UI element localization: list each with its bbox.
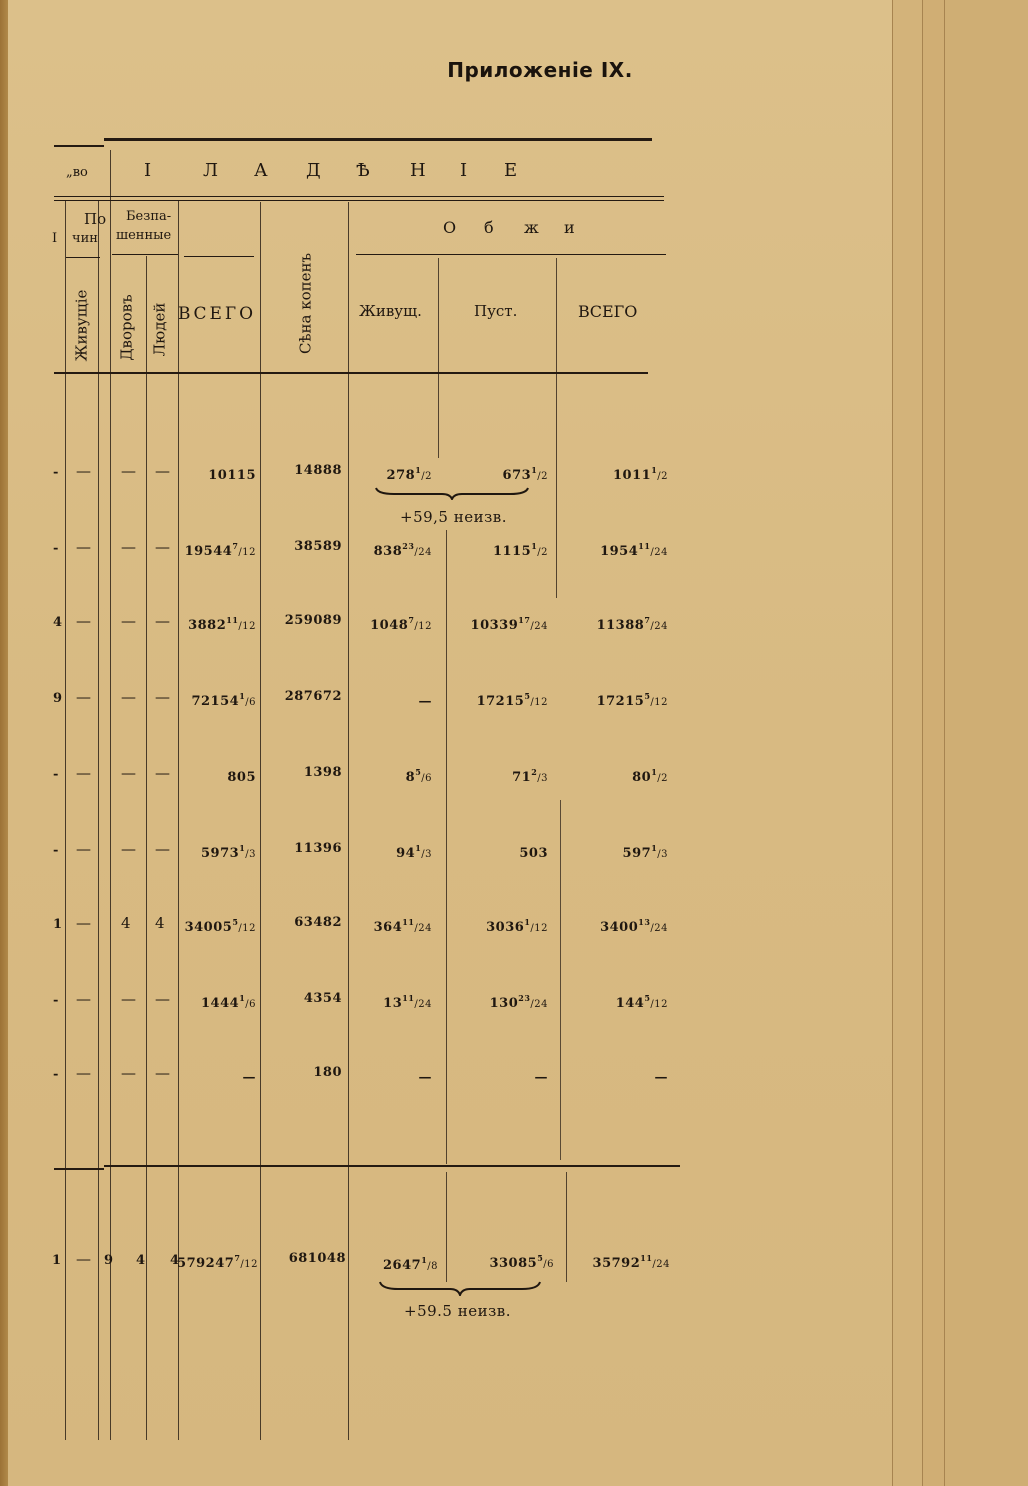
row-zhivushchie-cell: —: [76, 764, 91, 782]
row-total-cell-denominator: /3: [657, 849, 668, 860]
column-rule: [110, 150, 111, 1440]
row-pust-cell-whole: 17215: [476, 694, 525, 709]
row-vsego-cell-numerator: 5: [232, 917, 239, 927]
row-zhivushchie-cell: —: [76, 1064, 91, 1082]
header-fragment-vo: „во: [66, 165, 88, 180]
header-obzhi-letter: б: [484, 218, 494, 237]
header-obzhi-letter: О: [443, 218, 457, 237]
row-zhivushch-cell-denominator: /24: [414, 547, 432, 558]
row-lyudey-cell: 4: [155, 914, 165, 932]
row-edge-mark: 4: [53, 615, 63, 630]
column-rule: [146, 256, 147, 1440]
totals-pust-cell: [489, 1254, 554, 1270]
row-vsego-cell-whole: 1444: [201, 996, 240, 1011]
row-vsego-cell-whole: 805: [227, 770, 256, 785]
vsego-subrule: [184, 256, 254, 257]
row-pust-cell-numerator: 17: [518, 615, 531, 625]
totals-zhivushch-cell-numerator: 1: [421, 1255, 428, 1265]
header-vsego-left: ВСЕГО: [178, 304, 257, 324]
row-seno-cell: 4354: [303, 991, 342, 1006]
row-total-cell-denominator: /2: [657, 471, 668, 482]
row-lyudey-cell: —: [155, 990, 170, 1008]
row-edge-mark: -: [53, 993, 59, 1008]
row-vsego-cell: [185, 542, 256, 558]
row-seno-cell: 63482: [294, 915, 342, 930]
row-total-cell: [597, 616, 668, 632]
header-dvorov: Дворовъ: [117, 294, 136, 361]
row-pust-cell: [503, 466, 548, 482]
totals-vsego-cell-whole: 579247: [177, 1256, 235, 1271]
row-zhivushchie-cell: —: [76, 688, 91, 706]
row-zhivushch-cell-denominator: /2: [421, 471, 432, 482]
row-edge-mark: -: [53, 465, 59, 480]
row-pust-cell-denominator: /24: [530, 621, 548, 632]
row-zhivushch-cell-denominator: /3: [421, 849, 432, 860]
row-pust-cell-whole: 1115: [493, 544, 532, 559]
header-zhivushch: Живущ.: [359, 302, 422, 320]
row-pust-cell: [512, 768, 548, 784]
totals-rule: [104, 1165, 680, 1167]
totals-total-cell-whole: 35792: [592, 1256, 641, 1271]
row-pust-cell-whole: 673: [502, 468, 532, 483]
row-vsego-cell-numerator: 7: [232, 541, 239, 551]
row-dvorov-cell: 4: [121, 914, 131, 932]
column-rule: [260, 202, 261, 1440]
row-vsego-cell-numerator: 1: [239, 843, 246, 853]
row-dvorov-cell: —: [121, 612, 136, 630]
column-rule: [438, 258, 439, 458]
row-edge-mark: 9: [53, 691, 63, 706]
row-vsego-cell-numerator: 11: [226, 615, 239, 625]
row-vsego-cell-denominator: /12: [238, 621, 256, 632]
row-pust-cell: [519, 844, 548, 860]
row-pust-cell-denominator: /12: [530, 697, 548, 708]
column-rule: [348, 202, 349, 1440]
row-seno-cell: 38589: [294, 539, 342, 554]
row-total-cell-denominator: /12: [650, 697, 668, 708]
row-total-cell-whole: 1011: [613, 468, 652, 483]
row-vsego-cell: [201, 844, 256, 860]
row-total-cell-whole: 3400: [600, 920, 639, 935]
header-title-letter: Д: [306, 160, 321, 181]
row-seno-cell: 14888: [294, 463, 342, 478]
row-zhivushch-cell-whole: 94: [396, 846, 416, 861]
row-dvorov-cell: —: [121, 764, 136, 782]
row-vsego-cell-numerator: 1: [239, 691, 246, 701]
row-zhivushch-cell-numerator: 1: [415, 843, 422, 853]
header-edge-letter: I: [52, 231, 58, 246]
underlying-sheet-edge: [892, 0, 923, 1486]
totals-pust-cell-denominator: /6: [543, 1259, 554, 1270]
column-rule: [560, 800, 561, 1160]
row-dvorov-cell: —: [121, 990, 136, 1008]
row-vsego-cell: [185, 918, 256, 934]
row-pust-cell-whole: 3036: [486, 920, 525, 935]
row-total-cell-numerator: 1: [651, 767, 658, 777]
row-zhivushch-cell-denominator: /6: [421, 773, 432, 784]
row-edge-mark: 1: [53, 917, 63, 932]
totals-total-cell-numerator: 11: [640, 1253, 653, 1263]
row-total-cell-numerator: 1: [651, 465, 658, 475]
row-pust-cell: [486, 918, 548, 934]
row-vsego-cell: [227, 768, 256, 784]
row-pust-cell-whole: 10339: [470, 618, 519, 633]
row-dvorov-cell: —: [121, 840, 136, 858]
header-vsego-right: ВСЕГО: [578, 302, 638, 321]
row-vsego-cell-numerator: 1: [239, 993, 246, 1003]
row-zhivushch-cell-whole: 278: [386, 468, 416, 483]
brace-totals: [378, 1280, 542, 1296]
pochin-subrule: [66, 257, 100, 258]
row-edge-mark: -: [53, 767, 59, 782]
row-lyudey-cell: —: [155, 462, 170, 480]
row-dvorov-cell: —: [121, 538, 136, 556]
totals-vsego-cell: [177, 1254, 258, 1270]
row-pust-cell-whole: —: [534, 1070, 548, 1085]
header-title-letter: А: [254, 160, 268, 181]
row-vsego-cell-whole: 72154: [191, 694, 240, 709]
row-zhivushch-cell-numerator: 11: [402, 993, 415, 1003]
header-title-letter: Е: [504, 160, 518, 181]
row-zhivushch-cell-numerator: 5: [415, 767, 422, 777]
row-zhivushch-cell-denominator: /24: [414, 999, 432, 1010]
row-vsego-cell-whole: 19544: [184, 544, 233, 559]
row-zhivushch-cell: [387, 466, 432, 482]
row-pust-cell-numerator: 1: [531, 541, 538, 551]
totals-edge-mark: 1: [52, 1253, 62, 1268]
row-pust-cell-whole: 130: [489, 996, 519, 1011]
totals-vsego-cell-numerator: 7: [234, 1253, 241, 1263]
row-zhivushch-cell: [406, 768, 432, 784]
totals-zhivushch-cell-denominator: /8: [427, 1261, 438, 1272]
row-pust-cell-numerator: 23: [518, 993, 531, 1003]
totals-dvorov-cell: 4: [136, 1253, 146, 1268]
row-lyudey-cell: —: [155, 1064, 170, 1082]
column-rule: [98, 200, 99, 1440]
row-edge-mark: -: [53, 843, 59, 858]
header-sena-kopen: Сѣна копенъ: [296, 252, 315, 355]
row-zhivushch-cell-whole: 1048: [370, 618, 409, 633]
row-vsego-cell: [191, 692, 256, 708]
row-pust-cell-numerator: 2: [531, 767, 538, 777]
header-title-letter: Н: [410, 160, 426, 181]
row-zhivushch-cell: [396, 844, 432, 860]
row-edge-mark: -: [53, 1067, 59, 1082]
totals-total-cell: [593, 1254, 670, 1270]
row-total-cell-numerator: 1: [651, 843, 658, 853]
row-vsego-cell: [201, 994, 256, 1010]
column-rule: [556, 258, 557, 598]
row-vsego-cell-denominator: /6: [245, 999, 256, 1010]
row-pust-cell-numerator: 1: [531, 465, 538, 475]
row-seno-cell: 180: [313, 1065, 342, 1080]
row-total-cell-whole: 17215: [596, 694, 645, 709]
row-total-cell-whole: —: [654, 1070, 668, 1085]
header-bottom-rule: [54, 372, 648, 374]
row-vsego-cell-denominator: /12: [238, 923, 256, 934]
obzhi-subrule: [356, 254, 666, 255]
row-zhivushch-cell: [419, 1068, 433, 1084]
row-vsego-cell-denominator: /12: [238, 547, 256, 558]
row-vsego-cell-whole: 34005: [184, 920, 233, 935]
row-vsego-cell: [188, 616, 256, 632]
row-zhivushch-cell-whole: 838: [373, 544, 403, 559]
header-obzhi-letter: ж: [524, 218, 539, 237]
row-edge-mark: -: [53, 541, 59, 556]
row-total-cell-whole: 80: [632, 770, 652, 785]
row-total-cell-whole: 597: [622, 846, 652, 861]
note-unknown-first: +59,5 неизв.: [400, 508, 508, 526]
totals-pust-cell-numerator: 5: [537, 1253, 544, 1263]
row-pust-cell-denominator: /12: [530, 923, 548, 934]
row-vsego-cell-denominator: /6: [245, 697, 256, 708]
header-pochin: чин: [72, 231, 98, 246]
totals-left-rule: [54, 1168, 104, 1170]
row-vsego-cell-whole: 5973: [201, 846, 240, 861]
row-lyudey-cell: —: [155, 538, 170, 556]
row-lyudey-cell: —: [155, 688, 170, 706]
row-total-cell: [623, 844, 668, 860]
header-double-rule: [54, 196, 664, 197]
row-zhivushch-cell-whole: —: [418, 694, 432, 709]
row-pust-cell-denominator: /2: [537, 471, 548, 482]
row-lyudey-cell: —: [155, 840, 170, 858]
totals-mark: 9: [104, 1253, 114, 1268]
header-title-letter: Л: [203, 160, 219, 181]
row-total-cell-whole: 11388: [596, 618, 645, 633]
row-zhivushchie-cell: —: [76, 612, 91, 630]
row-total-cell: [632, 768, 668, 784]
row-pust-cell-denominator: /2: [537, 547, 548, 558]
row-vsego-cell: [208, 466, 256, 482]
row-vsego-cell: [243, 1068, 257, 1084]
row-total-cell: [616, 994, 668, 1010]
column-rule: [566, 1172, 567, 1282]
row-zhivushch-cell-denominator: /12: [414, 621, 432, 632]
totals-zhivushch-cell: [383, 1256, 438, 1272]
row-vsego-cell-whole: 10115: [208, 468, 256, 483]
header-bezpash: Безпа-: [126, 209, 172, 224]
row-seno-cell: 1398: [303, 765, 342, 780]
row-zhivushchie-cell: —: [76, 840, 91, 858]
underlying-sheet-edge: [922, 0, 945, 1486]
row-total-cell-whole: 1954: [600, 544, 639, 559]
row-vsego-cell-whole: 3882: [188, 618, 227, 633]
row-total-cell: [655, 1068, 669, 1084]
row-total-cell-denominator: /12: [650, 999, 668, 1010]
totals-total-cell-denominator: /24: [652, 1259, 670, 1270]
totals-vsego-cell-denominator: /12: [240, 1259, 258, 1270]
totals-zhivushch-cell-whole: 2647: [383, 1258, 422, 1273]
row-dvorov-cell: —: [121, 688, 136, 706]
header-pust: Пуст.: [474, 302, 518, 320]
bezpash-subrule: [112, 254, 178, 255]
row-zhivushch-cell-whole: —: [418, 1070, 432, 1085]
header-obzhi-letter: и: [564, 218, 575, 237]
totals-pust-cell-whole: 33085: [489, 1256, 538, 1271]
row-total-cell-denominator: /2: [657, 773, 668, 784]
row-total-cell: [600, 918, 668, 934]
top-thick-rule: [104, 138, 652, 141]
row-total-cell-denominator: /24: [650, 923, 668, 934]
row-zhivushch-cell-numerator: 23: [402, 541, 415, 551]
header-double-rule: [54, 200, 664, 201]
row-total-cell-denominator: /24: [650, 621, 668, 632]
totals-zhivushchie-cell: —: [76, 1250, 91, 1268]
row-vsego-cell-denominator: /3: [245, 849, 256, 860]
row-zhivushch-cell-whole: 13: [383, 996, 403, 1011]
row-zhivushchie-cell: —: [76, 990, 91, 1008]
row-pust-cell: [490, 994, 548, 1010]
row-zhivushchie-cell: —: [76, 462, 91, 480]
row-zhivushchie-cell: —: [76, 914, 91, 932]
page-title: Приложеніе IX.: [447, 58, 633, 82]
row-zhivushch-cell-numerator: 1: [415, 465, 422, 475]
row-zhivushch-cell-numerator: 11: [402, 917, 415, 927]
row-zhivushch-cell: [374, 542, 432, 558]
row-pust-cell-whole: 71: [512, 770, 532, 785]
row-zhivushch-cell-numerator: 7: [408, 615, 415, 625]
row-pust-cell-denominator: /24: [530, 999, 548, 1010]
row-pust-cell-numerator: 1: [524, 917, 531, 927]
row-seno-cell: 11396: [294, 841, 342, 856]
header-bezpash: шенные: [116, 228, 172, 243]
row-zhivushch-cell: [370, 616, 432, 632]
row-zhivushch-cell: [383, 994, 432, 1010]
row-lyudey-cell: —: [155, 764, 170, 782]
row-zhivushch-cell: [419, 692, 433, 708]
top-left-rule: [54, 145, 104, 147]
row-total-cell-numerator: 5: [644, 993, 651, 1003]
row-zhivushchie-cell: —: [76, 538, 91, 556]
row-zhivushch-cell: [374, 918, 432, 934]
brace-first-row: [374, 486, 530, 500]
row-dvorov-cell: —: [121, 462, 136, 480]
header-title-letter: Ѣ: [356, 160, 370, 181]
row-total-cell-numerator: 13: [638, 917, 651, 927]
row-total-cell: [597, 692, 668, 708]
header-lyudey: Людей: [150, 302, 169, 357]
row-total-cell: [613, 466, 668, 482]
row-pust-cell-numerator: 5: [524, 691, 531, 701]
row-zhivushch-cell-denominator: /24: [414, 923, 432, 934]
row-pust-cell-whole: 503: [519, 846, 548, 861]
row-pust-cell: [535, 1068, 549, 1084]
row-total-cell-whole: 144: [615, 996, 645, 1011]
row-pust-cell-denominator: /3: [537, 773, 548, 784]
row-total-cell-numerator: 5: [644, 691, 651, 701]
header-zhivushchie: Живущіе: [72, 289, 91, 362]
underlying-sheet-edge: [944, 0, 1028, 1486]
header-title-letter: І: [460, 160, 468, 181]
column-rule: [65, 200, 66, 1440]
row-total-cell-numerator: 7: [644, 615, 651, 625]
header-roman-one: I: [144, 160, 152, 181]
note-unknown-total: +59.5 неизв.: [404, 1302, 512, 1320]
row-zhivushch-cell-whole: 8: [405, 770, 416, 785]
row-vsego-cell-whole: —: [242, 1070, 256, 1085]
column-rule: [446, 530, 447, 1164]
row-zhivushch-cell-whole: 364: [373, 920, 403, 935]
row-dvorov-cell: —: [121, 1064, 136, 1082]
column-rule: [446, 1172, 447, 1282]
row-pust-cell: [471, 616, 548, 632]
row-pust-cell: [493, 542, 548, 558]
row-pust-cell: [477, 692, 548, 708]
row-total-cell-denominator: /24: [650, 547, 668, 558]
row-lyudey-cell: —: [155, 612, 170, 630]
row-seno-cell: 259089: [284, 613, 342, 628]
row-total-cell-numerator: 11: [638, 541, 651, 551]
row-seno-cell: 287672: [284, 689, 342, 704]
row-total-cell: [600, 542, 668, 558]
totals-lyudey-cell: 4: [170, 1253, 180, 1268]
totals-seno-cell: 681048: [288, 1251, 346, 1266]
header-pochin: По: [84, 210, 107, 228]
